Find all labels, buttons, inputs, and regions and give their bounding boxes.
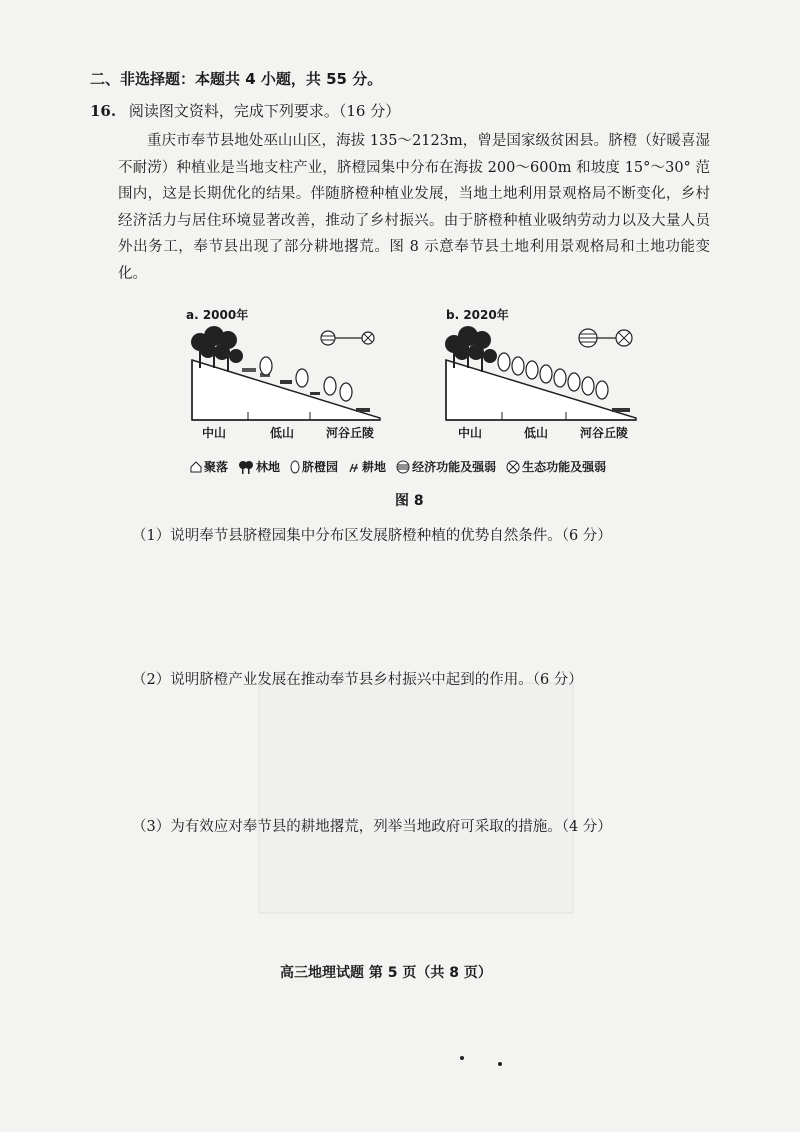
- zone-label-low-mountain: 低山: [270, 426, 295, 440]
- legend-settlement: 聚落: [190, 458, 228, 475]
- forest-icon: [238, 460, 254, 474]
- cropland-icon: [348, 461, 360, 473]
- ecological-function-icon: [506, 460, 520, 474]
- panel-2020: [440, 300, 660, 440]
- figure-caption: 图 8: [395, 493, 424, 509]
- reading-material: [118, 128, 710, 287]
- economic-function-icon: [396, 460, 410, 474]
- legend-cropland: 耕地: [348, 458, 386, 475]
- figure-legend: [190, 458, 710, 475]
- section-title: 二、非选择题：本题共 4 小题，共 55 分。: [90, 70, 383, 88]
- scan-speck: [460, 1056, 464, 1060]
- question-prompt: 阅读图文资料，完成下列要求。（16 分）: [128, 102, 401, 120]
- page-footer: 高三地理试题 第 5 页（共 8 页）: [280, 965, 492, 981]
- panel-2020-title: b. 2020年: [446, 308, 509, 322]
- zone-label-valley-hills: 河谷丘陵: [580, 426, 629, 440]
- panel-2000-title: a. 2000年: [186, 308, 249, 322]
- legend-forest: 林地: [238, 458, 280, 475]
- legend-orange-orchard: 脐橙园: [290, 458, 338, 475]
- panel-2000: [180, 300, 400, 440]
- zone-label-low-mountain: 低山: [524, 426, 549, 440]
- question-header: [90, 100, 400, 121]
- legend-ecological-function: 生态功能及强弱: [506, 458, 606, 475]
- figure-8: [180, 300, 680, 480]
- subquestion-2: （2）说明脐橙产业发展在推动奉节县乡村振兴中起到的作用。（6 分）: [132, 672, 583, 688]
- zone-label-middle-mountain: 中山: [202, 426, 227, 440]
- zone-label-middle-mountain: 中山: [458, 426, 483, 440]
- material-text: 重庆市奉节县地处巫山山区，海拔 135～2123m，曾是国家级贫困县。脐橙（好暖喜湿不耐涝）种植业是当地支柱产业，脐橙园集中分布在海拔 200～600m 和坡度 15°～30° 范围内，这是长期优化的结果。伴随脐橙种植业发展，当地土地利用景观格局不断变化，乡村经济活力与居住环境显著改善，推动了乡村振兴。由于脐橙种植业吸纳劳动力以及大量人员外出务工，奉节县出现了部分耕地撂荒。图 8 示意奉节县土地利用景观格局和土地功能变化。: [118, 133, 710, 282]
- settlement-icon: [190, 461, 202, 473]
- zone-label-valley-hills: 河谷丘陵: [326, 426, 375, 440]
- subquestion-1: （1）说明奉节县脐橙园集中分布区发展脐橙种植的优势自然条件。（6 分）: [132, 528, 612, 544]
- scan-speck: [498, 1062, 502, 1066]
- legend-economic-function: 经济功能及强弱: [396, 458, 496, 475]
- orange-tree-icon: [290, 460, 300, 474]
- subquestion-3: （3）为有效应对奉节县的耕地撂荒，列举当地政府可采取的措施。（4 分）: [132, 819, 612, 835]
- show-through-map: [258, 682, 574, 914]
- question-number: 16.: [90, 102, 117, 120]
